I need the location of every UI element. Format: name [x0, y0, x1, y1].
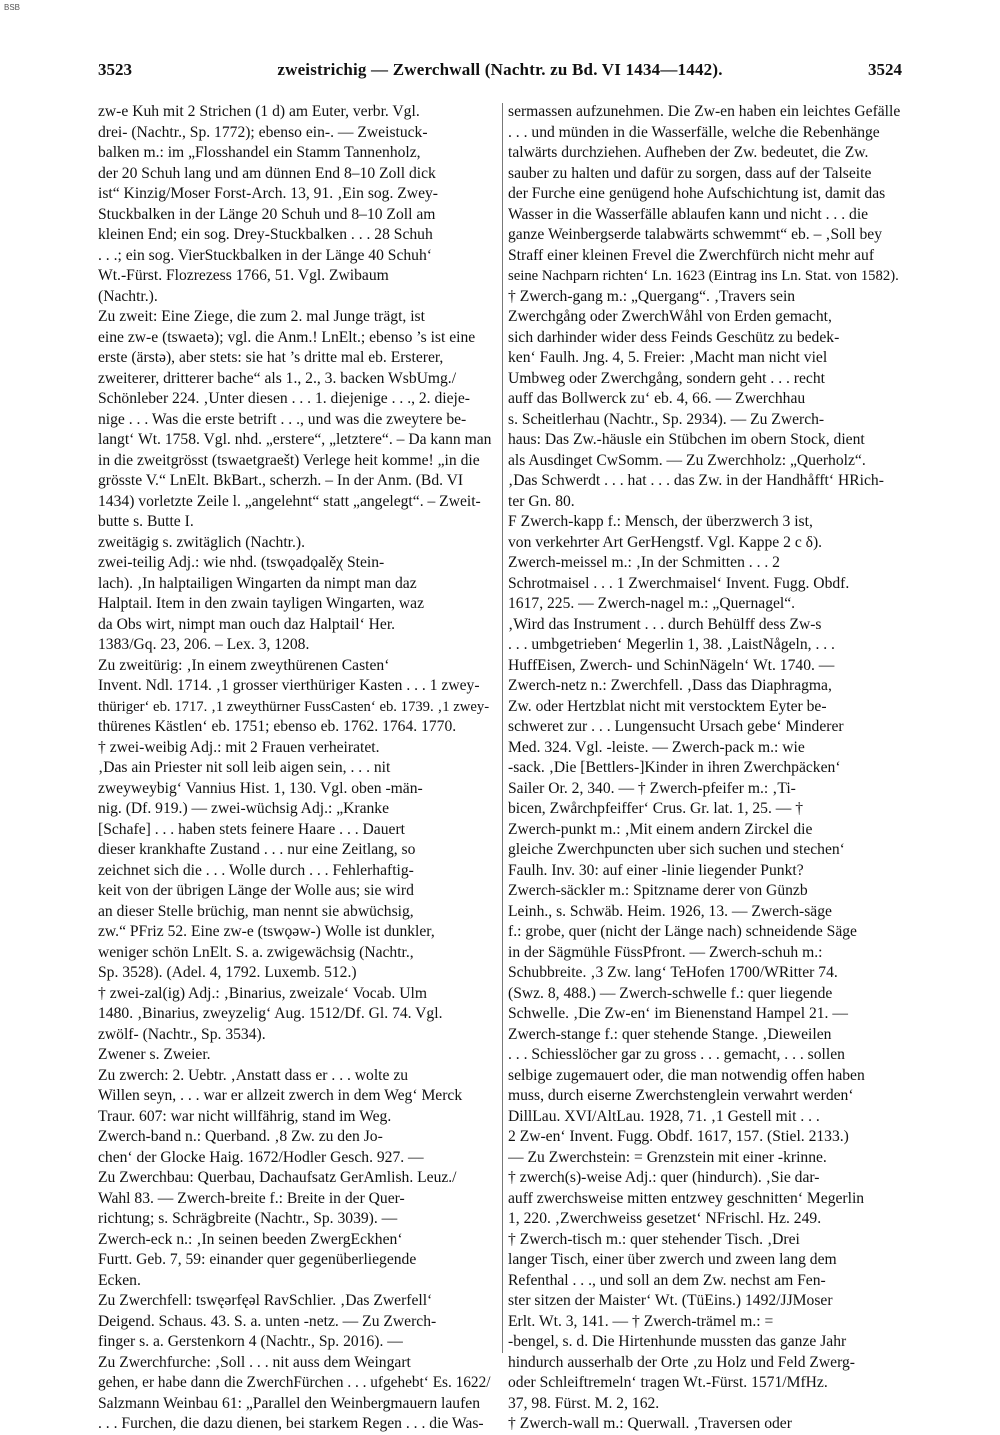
text-line: auff das Bollwerck zu‘ eb. 4, 66. — Zwerchhau [508, 390, 806, 407]
text-line: zw-e Kuh mit 2 Strichen (1 d) am Euter, verbr. Vgl. [98, 103, 420, 120]
text-line: Zwerch-netz n.: Zwerchfell. ‚Dass das Diaphragma, [508, 677, 832, 694]
text-line: erste (ärstə), aber stets: sie hat ’s dritte mal eb. Ersterer, [98, 349, 444, 366]
text-line: gehen, er habe dann die ZwerchFürchen . . . ufgehebt‘ Es. 1622/ [98, 1374, 491, 1391]
text-line: zweyweybig‘ Vannius Hist. 1, 130. Vgl. oben -män- [98, 779, 423, 797]
text-line: nig. (Df. 919.) — zwei-wüchsig Adj.: „Kranke [98, 800, 390, 817]
text-line: zw.“ PFriz 52. Eine zw-e (tswǫəw-) Wolle ist dunkler, [98, 923, 435, 940]
text-line: Salzmann Weinbau 61: „Parallel den Weinbergmauern laufen [98, 1394, 481, 1412]
text-line: 1383/Gq. 23, 206. – Lex. 3, 1208. [98, 636, 310, 653]
text-line: -sack. ‚Die [Bettlers-]Kinder in ihren Zwerchpäcken‘ [508, 759, 841, 776]
text-line: † zwerch(s)-weise Adj.: quer (hindurch). ‚Sie dar- [508, 1169, 820, 1186]
text-line: Zwerch-meissel m.: ‚In der Schmitten . . . 2 [508, 554, 780, 571]
right-column [508, 102, 905, 1435]
text-line: . . .; ein sog. VierStuckbalken in der Länge 40 Schuh‘ [98, 246, 432, 264]
text-line: als Ausdinget CwSomm. — Zu Zwerchholz: „Querholz“. [508, 451, 866, 469]
text-line: richtung; s. Schrägbreite (Nachtr., Sp. 3039). — [98, 1210, 398, 1227]
text-line: in der Sägmühle FüssPfront. — Zwerch-schuh m.: [508, 943, 823, 961]
text-line: grösste V.“ LnElt. BkBart., scherzh. – In der Anm. (Bd. VI [98, 472, 464, 489]
text-line: der 20 Schuh lang und am dünnen End 8–10 Zoll dick [98, 164, 436, 182]
text-line: langer Tisch, einer über zwerch und zween lang dem [508, 1251, 837, 1268]
text-line: ist“ Kinzig/Moser Forst-Arch. 13, 91. ‚Ein sog. Zwey- [98, 185, 438, 202]
text-line: Stuckbalken in der Länge 20 Schuh und 8–10 Zoll am [98, 205, 436, 223]
text-line: Zwener s. Zweier. [98, 1046, 211, 1063]
text-line: Willen seyn, . . . war er allzeit zwerch in dem Weg‘ Merck [98, 1087, 463, 1104]
text-line: Deigend. Schaus. 43. S. a. unten -netz. — Zu Zwerch- [98, 1312, 437, 1330]
text-line: ‚Das ain Priester nit soll leib aigen sein, . . . nit [98, 759, 391, 776]
text-line: butte s. Butte I. [98, 513, 194, 530]
text-line: chen‘ der Glocke Haig. 1672/Hodler Gesch. 927. — [98, 1148, 424, 1166]
text-line: — Zu Zwerchstein: = Grenzstein mit einer -krinne. [508, 1148, 827, 1166]
text-line: in die zweitgrösst (tswaetgraešt) Verlege heit komme! „in die [98, 451, 480, 469]
text-line: Zu Zwerchfurche: ‚Soll . . . nit auss dem Weingart [98, 1353, 411, 1371]
text-line: Wasser in die Wasserfälle ablaufen kann und nicht . . . die [508, 205, 869, 223]
text-line: eine zw-e (tswaetə); vgl. die Anm.! LnElt.; ebenso ’s ist eine [98, 328, 476, 346]
text-line: Leinh., s. Schwäb. Heim. 1926, 13. — Zwerch-säge [508, 902, 832, 920]
page-number-right: 3524 [868, 60, 902, 79]
text-line: zweitägig s. zwitäglich (Nachtr.). [98, 533, 305, 551]
text-line: DillLau. XVI/AltLau. 1928, 71. ‚1 Gestell mit . . . [508, 1107, 820, 1125]
text-line: sauber zu halten und dafür zu sorgen, dass auf der Talseite [508, 164, 872, 182]
text-line: keit von der übrigen Länge der Wolle aus; sie wird [98, 882, 414, 899]
text-line: selbige zugemauert oder, die man notwendig offen haben [508, 1066, 865, 1084]
text-line: Zu Zwerchfell: tswęərfęəl RavSchlier. ‚Das Zwerfell‘ [98, 1292, 433, 1309]
text-line: Refenthal . . ., und soll an dem Zw. nechst am Fen- [508, 1271, 826, 1289]
page-header [0, 60, 1000, 88]
text-line: bicen, Zwårchpfeiffer‘ Crus. Gr. lat. 1, 25. — † [508, 800, 804, 817]
text-line: ter Gn. 80. [508, 492, 575, 510]
text-line: Faulh. Inv. 30: auf einer -linie liegender Punkt? [508, 861, 804, 879]
text-line: Straff einer kleinen Frevel die Zwerchfürch nicht mehr auf [508, 246, 875, 264]
text-line: lach). ‚In halptailigen Wingarten da nimpt man daz [98, 574, 417, 592]
text-line: ganze Weinbergserde talabwärts schwemmt“ eb. – ‚Soll bey [508, 226, 883, 243]
text-line: Wt.-Fürst. Flozrezess 1766, 51. Vgl. Zwibaum [98, 267, 389, 284]
text-line: Invent. Ndl. 1714. ‚1 grosser vierthüriger Kasten . . . 1 zwey- [98, 677, 480, 694]
text-line: . . . und münden in die Wasserfälle, welche die Rebenhänge [508, 123, 880, 141]
text-line: Halptail. Item in den zwain tayligen Wingarten, waz [98, 595, 425, 612]
text-line: finger s. a. Gerstenkorn 4 (Nachtr., Sp. 2016). — [98, 1333, 403, 1350]
text-line: thürenes Kästlen‘ eb. 1751; ebenso eb. 1762. 1764. 1770. [98, 718, 457, 735]
text-line: hindurch ausserhalb der Orte ‚zu Holz und Feld Zwerg- [508, 1353, 855, 1371]
text-line: Zwerch-eck n.: ‚In seinen beeden ZwergEckhen‘ [98, 1230, 403, 1248]
text-line: . . . Schiesslöcher gar zu gross . . . gemacht, . . . sollen [508, 1046, 845, 1063]
text-line: ‚Das Schwerdt . . . hat . . . das Zw. in der Handhåfft‘ HRich- [508, 472, 884, 489]
text-line: da Obs wirt, nimpt man ouch daz Halptail‘ Her. [98, 615, 396, 633]
column-divider [502, 103, 503, 1353]
text-line: nige . . . Was die erste betrift . . ., und was die zweytere be- [98, 410, 467, 428]
text-line: 1617, 225. — Zwerch-nagel m.: „Quernagel“. [508, 595, 796, 612]
text-line: 37, 98. Fürst. M. 2, 162. [508, 1394, 660, 1412]
text-line: Traur. 607: war nicht willfährig, stand im Weg. [98, 1107, 392, 1125]
text-line: zwei-teilig Adj.: wie nhd. (tswǫadǫalěχ Stein- [98, 554, 385, 571]
text-line: † zwei-zal(ig) Adj.: ‚Binarius, zweizale‘ Vocab. Ulm [98, 984, 427, 1002]
text-line: gleiche Zwerchpuncten uber sich suchen und stechen‘ [508, 841, 845, 858]
text-line: Wahl 83. — Zwerch-breite f.: Breite in der Quer- [98, 1189, 405, 1207]
text-line: 2 Zw-en‘ Invent. Fugg. Obdf. 1617, 157. (Stiel. 2133.) [508, 1128, 849, 1145]
text-line: Zwerch-säckler m.: Spitzname derer von Günzb [508, 882, 808, 899]
text-line: drei- (Nachtr., Sp. 1772); ebenso ein-. — Zweistuck- [98, 123, 428, 141]
text-line: HuffEisen, Zwerch- und SchinNägeln‘ Wt. 1740. — [508, 656, 835, 674]
text-line: Zwerch-band n.: Querband. ‚8 Zw. zu den Jo- [98, 1128, 383, 1145]
text-line: kleinen End; ein sog. Drey-Stuckbalken . . . 28 Schuh [98, 226, 433, 243]
text-line: thüriger‘ eb. 1717. ‚1 zweythürner FussCasten‘ eb. 1739. ‚1 zwey- [98, 698, 490, 715]
text-line: (Swz. 8, 488.) — Zwerch-schwelle f.: quer liegende [508, 984, 833, 1002]
text-line: Zu zwerch: 2. Uebtr. ‚Anstatt dass er . . . wolte zu [98, 1066, 409, 1084]
text-line: 1, 220. ‚Zwerchweiss gesetzet‘ NFrischl. Hz. 249. [508, 1210, 822, 1227]
text-line: talwärts durchziehen. Aufheben der Zw. bedeutet, die Zw. [508, 144, 869, 161]
text-line: . . . umbgetrieben‘ Megerlin 1, 38. ‚LaistNågeln, . . . [508, 636, 835, 653]
text-line: Schönleber 224. ‚Unter diesen . . . 1. diejenige . . ., 2. dieje- [98, 390, 470, 407]
text-line: F Zwerch-kapp f.: Mensch, der überzwerch 3 ist, [508, 513, 813, 530]
text-line: † zwei-weibig Adj.: mit 2 Frauen verheiratet. [98, 738, 380, 756]
text-line: ster sitzen der Maister‘ Wt. (TüEins.) 1492/JJMoser [508, 1292, 833, 1309]
text-line: seine Nachparn richten‘ Ln. 1623 (Eintrag ins Ln. Stat. von 1582). [508, 268, 899, 284]
library-stamp: BSB [4, 3, 21, 12]
text-line: Zwerch-punkt m.: ‚Mit einem andern Zirckel die [508, 820, 813, 838]
text-line: Schubbreite. ‚3 Zw. lang‘ TeHofen 1700/WRitter 74. [508, 964, 838, 981]
text-line: s. Scheitlerhau (Nachtr., Sp. 2934). — Zu Zwerch- [508, 410, 825, 428]
text-line: 1480. ‚Binarius, zweyzelig‘ Aug. 1512/Df. Gl. 74. Vgl. [98, 1005, 443, 1022]
text-line: f.: grobe, quer (nicht der Länge nach) schneidende Säge [508, 923, 857, 940]
text-line: ‚Wird das Instrument . . . durch Behülff dess Zw-s [508, 615, 822, 633]
text-line: balken m.: im „Flosshandel ein Stamm Tannenholz, [98, 144, 421, 161]
text-line: zweiterer, dritterer bache“ als 1., 2., 3. backen WsbUmg./ [98, 369, 457, 387]
text-line: (Nachtr.). [98, 287, 158, 305]
text-line: sich darhinder wider dess Feinds Geschütz zu bedek- [508, 328, 840, 346]
text-line: schweret zur . . . Lungensucht Ursach gebe‘ Minderer [508, 718, 844, 735]
text-line: muss, durch eiserne Zwerchstenglein verwahrt werden‘ [508, 1087, 854, 1104]
text-line: Zu Zwerchbau: Querbau, Dachaufsatz GerAmlish. Leuz./ [98, 1169, 457, 1186]
text-line: Ecken. [98, 1271, 141, 1289]
text-line: . . . Furchen, die dazu dienen, bei starkem Regen . . . die Was- [98, 1415, 484, 1432]
text-line: weniger schön LnElt. S. a. zwigewächsig (Nachtr., [98, 943, 414, 961]
text-line: Furtt. Geb. 7, 59: einander quer gegenüberliegende [98, 1251, 417, 1268]
page-number-left: 3523 [98, 60, 132, 79]
text-line: [Schafe] . . . haben stets feinere Haare . . . Dauert [98, 820, 405, 838]
text-line: † Zwerch-wall m.: Querwall. ‚Traversen oder [508, 1415, 792, 1432]
text-line: ken‘ Faulh. Jng. 4, 5. Freier: ‚Macht man nicht viel [508, 349, 828, 366]
text-line: haus: Das Zw.-häusle ein Stübchen im obern Stock, dient [508, 431, 865, 448]
text-line: † Zwerch-tisch m.: quer stehender Tisch. ‚Drei [508, 1230, 800, 1248]
text-line: langt‘ Wt. 1758. Vgl. nhd. „erstere“, „letztere“. – Da kann man [98, 431, 492, 448]
text-line: Schwelle. ‚Die Zw-en‘ im Bienenstand Hampel 21. — [508, 1005, 848, 1022]
text-line: Schrotmaisel . . . 1 Zwerchmaisel‘ Invent. Fugg. Obdf. [508, 574, 850, 592]
text-line: Zu zweit: Eine Ziege, die zum 2. mal Junge trägt, ist [98, 308, 425, 325]
running-title: zweistrichig — Zwerchwall (Nachtr. zu Bd. VI 1434—1442). [277, 60, 723, 79]
text-line: Zw. oder Hertzblat nicht mit verstocktem Eyter be- [508, 697, 827, 715]
text-line: von verkehrter Art GerHengstf. Vgl. Kappe 2 c δ). [508, 533, 823, 551]
text-line: Erlt. Wt. 3, 141. — † Zwerch-trämel m.: = [508, 1312, 774, 1330]
text-line: Sp. 3528). (Adel. 4, 1792. Luxemb. 512.) [98, 964, 357, 981]
text-line: 1434) vorletzte Zeile l. „angelehnt“ statt „angelegt“. – Zweit- [98, 492, 481, 510]
text-line: zwölf- (Nachtr., Sp. 3534). [98, 1025, 266, 1043]
text-line: sermassen aufzunehmen. Die Zw-en haben ein leichtes Gefälle [508, 103, 901, 120]
text-line: oder Schleiftremeln‘ tragen Wt.-Fürst. 1571/MfHz. [508, 1374, 828, 1391]
text-line: auff zwerchsweise mitten entzwey geschnitten‘ Megerlin [508, 1189, 865, 1207]
text-line: Med. 324. Vgl. -leiste. — Zwerch-pack m.: wie [508, 738, 805, 756]
text-line: † Zwerch-gang m.: „Quergang“. ‚Travers sein [508, 287, 796, 305]
text-line: Zwerch-stange f.: quer stehende Stange. ‚Dieweilen [508, 1025, 832, 1043]
text-line: zeichnet sich die . . . Wolle durch . . . Fehlerhaftig- [98, 861, 414, 879]
text-line: Sailer Or. 2, 340. — † Zwerch-pfeifer m.: ‚Ti- [508, 779, 796, 797]
text-line: an dieser Stelle brüchig, man nennt sie abwüchsig, [98, 902, 414, 920]
text-line: Umbweg oder Zwerchgång, sondern geht . . . recht [508, 369, 825, 387]
text-line: dieser krankhafte Zustand . . . nur eine Zeitlang, so [98, 841, 416, 858]
text-line: der Furche eine genügend hohe Aufschichtung ist, damit das [508, 185, 886, 202]
left-column [98, 102, 495, 1435]
text-line: Zu zweitürig: ‚In einem zweythürenen Casten‘ [98, 656, 390, 674]
text-line: -bengel, s. d. Die Hirtenhunde mussten das ganze Jahr [508, 1333, 847, 1350]
text-line: Zwerchgång oder ZwerchWåhl von Erden gemacht, [508, 308, 832, 325]
